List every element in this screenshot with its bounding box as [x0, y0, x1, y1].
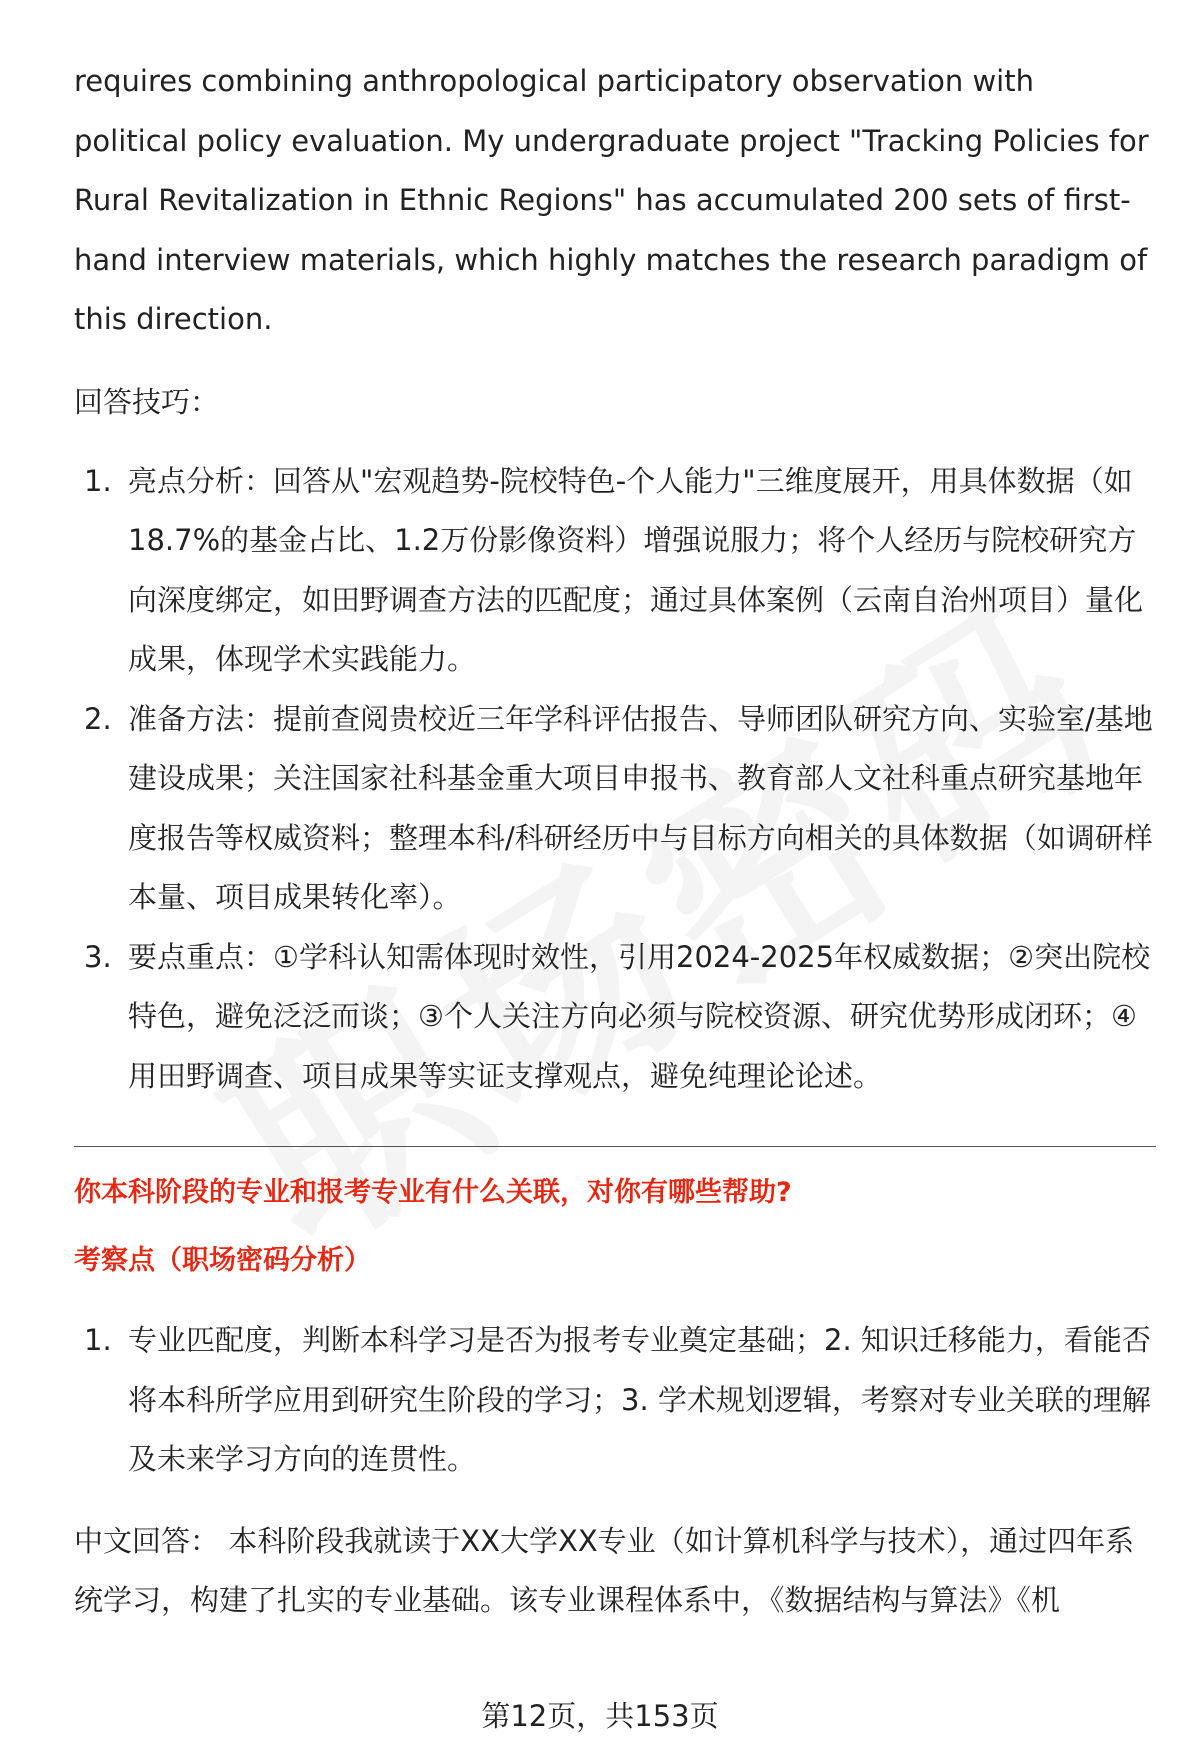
exam-point-item — [74, 1311, 1156, 1490]
exam-points-list — [74, 1311, 1156, 1490]
tip-number: 2. — [84, 701, 112, 736]
tip-text: 准备方法：提前查阅贵校近三年学科评估报告、导师团队研究方向、实验室/基地建设成果；关注国家社科基金重大项目申报书、教育部人文社科重点研究基地年度报告等权威资料；整理本科/科研经历中与目标方向相关的具体数据（如调研样本量、项目成果转化率）。 — [128, 701, 1153, 914]
tip-text: 要点重点：①学科认知需体现时效性，引用2024-2025年权威数据；②突出院校特色，避免泛泛而谈；③个人关注方向必须与院校资源、研究优势形成闭环；④用田野调查、项目成果等实证支撑观点，避免纯理论论述。 — [128, 939, 1151, 1093]
tips-label: 回答技巧： — [74, 384, 220, 419]
document-page — [74, 52, 1156, 1631]
tip-number: 3. — [84, 939, 112, 974]
exam-point-text: 专业匹配度，判断本科学习是否为报考专业奠定基础；2. 知识迁移能力，看能否将本科所学应用到研究生阶段的学习；3. 学术规划逻辑，考察对专业关联的理解及未来学习方向的连贯性。 — [128, 1323, 1151, 1476]
continued-paragraph: requires combining anthropological participatory observation with political policy evaluation. My undergraduate project "Tracking Policies for Rural Revitalization in Ethnic Regions" has accumulated 200 sets of first-hand interview materials, which highly matches the research paradigm of this direction. — [74, 64, 1149, 336]
tips-list — [74, 452, 1156, 1107]
tip-item-2 — [74, 690, 1156, 928]
exam-point-number: 1. — [84, 1323, 112, 1357]
question-title: 你本科阶段的专业和报考专业有什么关联，对你有哪些帮助? — [74, 1177, 792, 1208]
section-divider — [74, 1146, 1156, 1147]
tip-item-1 — [74, 452, 1156, 690]
page-footer: 第12页，共153页 — [481, 1699, 719, 1733]
chinese-answer: 中文回答： 本科阶段我就读于XX大学XX专业（如计算机科学与技术），通过四年系统学习，构建了扎实的专业基础。该专业课程体系中，《数据结构与算法》《机 — [74, 1523, 1135, 1617]
tip-item-3 — [74, 928, 1156, 1107]
tip-text: 亮点分析：回答从"宏观趋势-院校特色-个人能力"三维度展开，用具体数据（如18.7%的基金占比、1.2万份影像资料）增强说服力；将个人经历与院校研究方向深度绑定，如田野调查方法的匹配度；通过具体案例（云南自治州项目）量化成果，体现学术实践能力。 — [128, 463, 1144, 676]
exam-point-label: 考察点（职场密码分析） — [74, 1245, 371, 1276]
tip-number: 1. — [84, 463, 112, 498]
